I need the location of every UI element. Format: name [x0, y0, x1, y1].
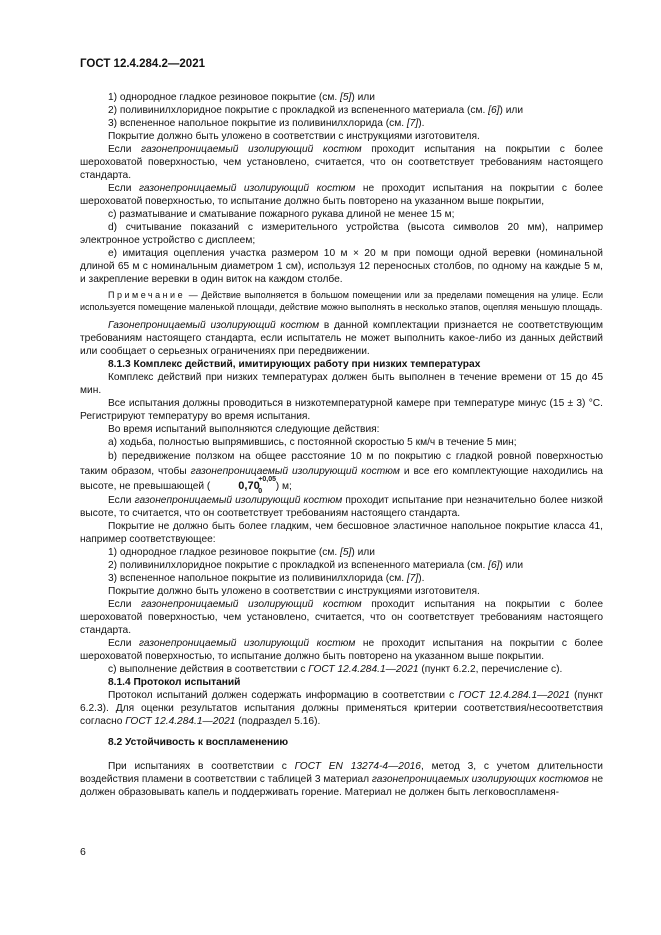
paragraph: При испытаниях в соответствии с ГОСТ EN 13274-4—2016, метод 3, с учетом длительности воздействия пламени в соответствии с таблицей 3 материал газонепроницаемых изолирующих костюмов не должен образовывать капель и поддерживать горение. Материал не должен быть легковоспламеня-: [80, 761, 603, 798]
list-item: c) выполнение действия в соответствии с ГОСТ 12.4.284.1—2021 (пункт 6.2.2, перечисление c).: [108, 664, 563, 675]
section-heading: 8.2 Устойчивость к воспламенению: [108, 737, 289, 748]
paragraph: Покрытие не должно быть более гладким, чем бесшовное эластичное напольное покрытие класса 41, например соответствующее:: [80, 521, 603, 545]
paragraph: Если газонепроницаемый изолирующий костюм проходит испытания на покрытии с более шероховатой поверхностью, чем установлено, считается, что он соответствует требованиям настоящего стандарта.: [80, 599, 603, 636]
list-item: e) имитация оцепления участка размером 10 м × 20 м при помощи одной веревки (номинальной длиной 65 м с номинальным диаметром 1 см), используя 12 переносных столбов, по одному на каждые 5 м, и закрепление веревки в один виток на каждом столбе.: [80, 248, 603, 285]
paragraph: Если газонепроницаемый изолирующий костюм не проходит испытания на покрытии с более шероховатой поверхностью, то испытание должно быть повторено на указанном выше покрытии,: [80, 183, 603, 207]
list-item: b) передвижение ползком на общее расстояние 10 м по покрытию с гладкой ровной поверхностью таким образом, чтобы газонепроницаемый изолирующий костюм и все его комплектующие находились на высоте, не превышающей ( 0,70 +0,05 0 ) м;: [80, 451, 603, 495]
paragraph: Если газонепроницаемый изолирующий костюм не проходит испытания на покрытии с более шероховатой поверхностью, то испытание должно быть повторено на указанном выше покрытии.: [80, 638, 603, 662]
height-value: 0,70 +0,05 0: [238, 476, 277, 495]
paragraph: Если газонепроницаемый изолирующий костюм проходит испытание при незначительно более низкой высоте, то считается, что он соответствует требованиям настоящего стандарта.: [80, 495, 603, 519]
note-label: Примечание: [108, 290, 186, 300]
list-item: 2) поливинилхлоридное покрытие с прокладкой из вспененного материала (см. [6]) или: [108, 560, 524, 571]
section-heading: 8.1.4 Протокол испытаний: [108, 677, 241, 688]
paragraph: Протокол испытаний должен содержать информацию в соответствии с ГОСТ 12.4.284.1—2021 (пункт 6.2.3). Для оценки результатов испытания должны применяться критерии соответствия/несоответствия согласно ГОСТ 12.4.284.1—2021 (подраздел 5.16).: [80, 690, 603, 727]
document-body: [80, 91, 603, 799]
paragraph: Во время испытаний выполняются следующие действия:: [108, 424, 380, 435]
list-item: 3) вспененное напольное покрытие из поливинилхлорида (см. [7]).: [108, 118, 425, 129]
list-item: a) ходьба, полностью выпрямившись, с постоянной скоростью 5 км/ч в течение 5 мин;: [108, 437, 517, 448]
page-number: 6: [80, 846, 86, 858]
document-header: ГОСТ 12.4.284.2—2021: [80, 58, 205, 70]
paragraph: Покрытие должно быть уложено в соответствии с инструкциями изготовителя.: [108, 131, 480, 142]
section-heading: 8.1.3 Комплекс действий, имитирующих работу при низких температурах: [108, 359, 481, 370]
note: Примечание — Действие выполняется в большом помещении или за пределами помещения на улице. Если используется помещение маленькой площади, действие можно выполнять в несколько этапов, оцепляя меньшую площадь.: [80, 290, 603, 312]
list-item: 3) вспененное напольное покрытие из поливинилхлорида (см. [7]).: [108, 573, 425, 584]
list-item: d) считывание показаний с измерительного устройства (высота символов 20 мм), например электронное устройство с дисплеем;: [80, 222, 603, 246]
list-item: 1) однородное гладкое резиновое покрытие (см. [5]) или: [108, 92, 375, 103]
paragraph: Если газонепроницаемый изолирующий костюм проходит испытания на покрытии с более шероховатой поверхностью, чем установлено, считается, что он соответствует требованиям настоящего стандарта.: [80, 144, 603, 181]
paragraph: Покрытие должно быть уложено в соответствии с инструкциями изготовителя.: [108, 586, 480, 597]
paragraph: Газонепроницаемый изолирующий костюм в данной комплектации признается не соответствующим требованиям настоящего стандарта, если испытатель не может выполнить какое-либо из данных действий или сообщает о серьезных ограничениях при передвижении.: [80, 320, 603, 357]
list-item: c) разматывание и сматывание пожарного рукава длиной не менее 15 м;: [108, 209, 455, 220]
list-item: 1) однородное гладкое резиновое покрытие (см. [5]) или: [108, 547, 375, 558]
list-item: 2) поливинилхлоридное покрытие с прокладкой из вспененного материала (см. [6]) или: [108, 105, 524, 116]
paragraph: Комплекс действий при низких температурах должен быть выполнен в течение времени от 15 до 45 мин.: [80, 372, 603, 396]
paragraph: Все испытания должны проводиться в низкотемпературной камере при температуре минус (15 ± 3) °С. Регистрируют температуру во время испытания.: [80, 398, 603, 422]
